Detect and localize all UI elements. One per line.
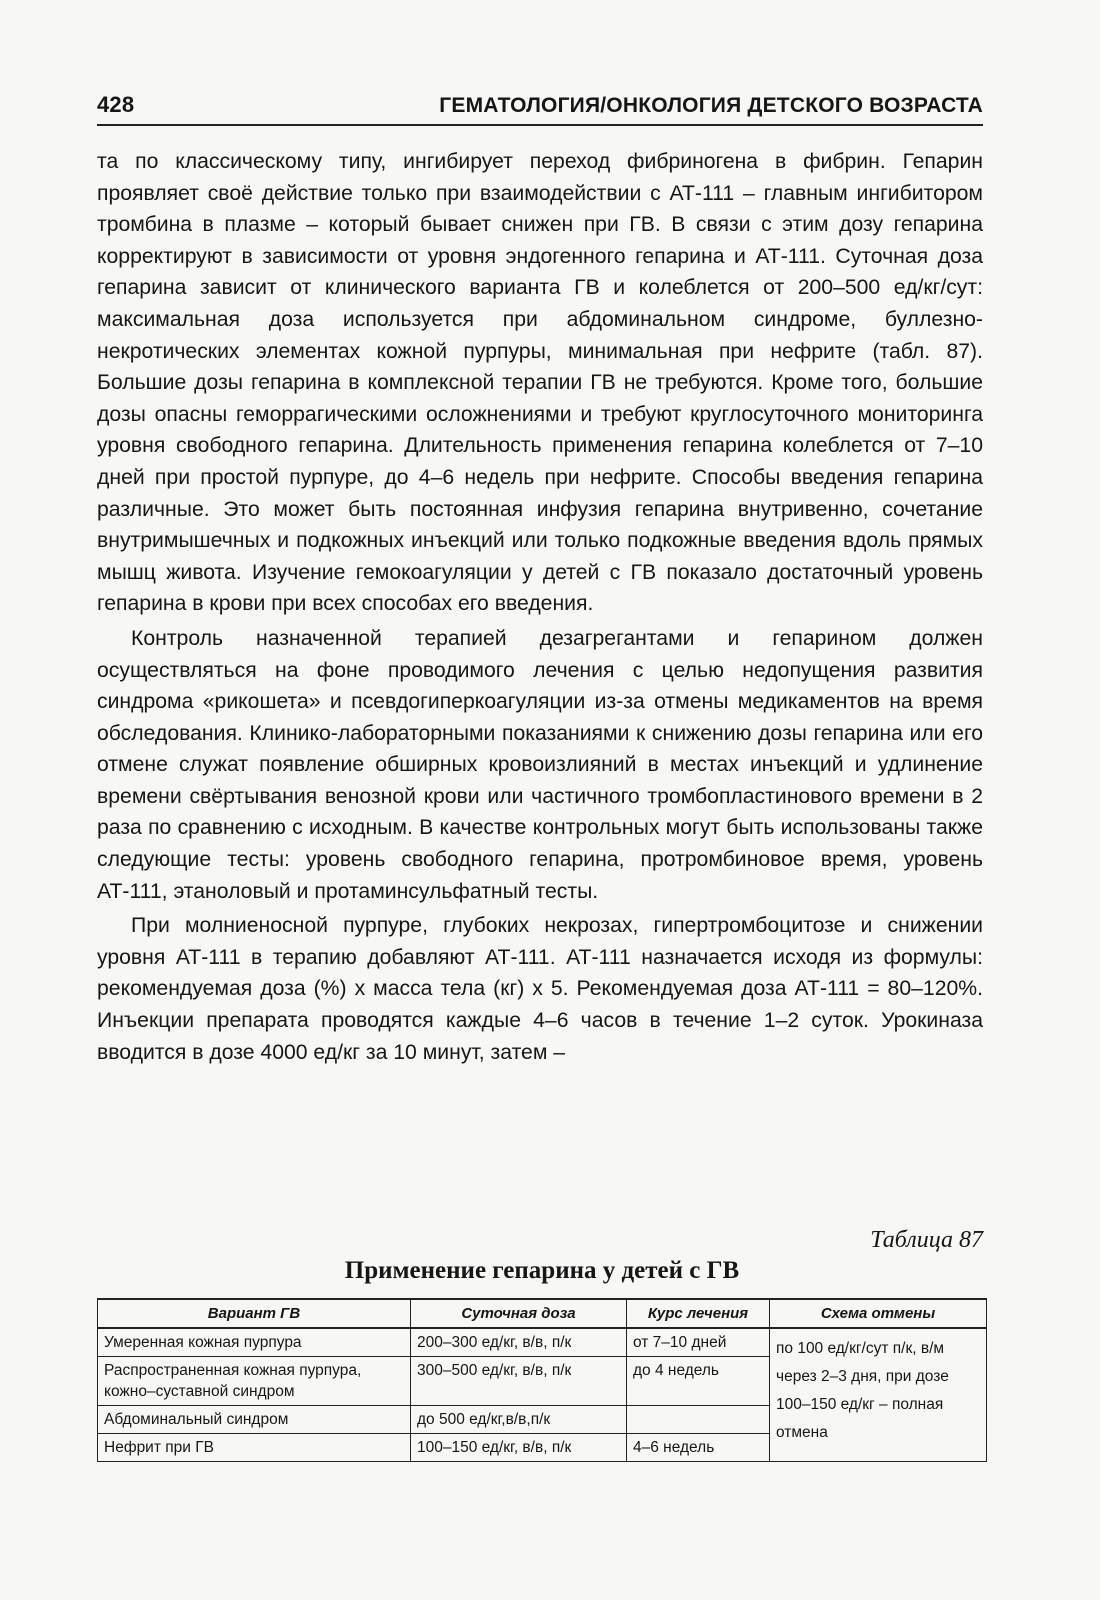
heparin-table bbox=[97, 1298, 987, 1462]
body-text bbox=[97, 146, 983, 1068]
cell-variant: Абдоминальный синдром bbox=[98, 1406, 411, 1434]
cell-withdrawal-scheme: по 100 ед/кг/сут п/к, в/м через 2–3 дня, при дозе 100–150 ед/кг – полная отмена bbox=[770, 1328, 987, 1462]
cell-course: 4–6 недель bbox=[627, 1434, 770, 1462]
table-label: Таблица 87 bbox=[870, 1227, 983, 1253]
cell-variant: Распространенная кожная пурпура, кожно–суставной синдром bbox=[98, 1357, 411, 1406]
cell-course: от 7–10 дней bbox=[627, 1328, 770, 1357]
page-number: 428 bbox=[97, 92, 135, 117]
cell-dose: 200–300 ед/кг, в/в, п/к bbox=[411, 1328, 627, 1357]
column-header-course: Курс лечения bbox=[627, 1299, 770, 1328]
cell-variant: Умеренная кожная пурпура bbox=[98, 1328, 411, 1357]
cell-dose: 100–150 ед/кг, в/в, п/к bbox=[411, 1434, 627, 1462]
column-header-withdrawal: Схема отмены bbox=[770, 1299, 987, 1328]
running-header bbox=[97, 88, 983, 126]
table-row bbox=[98, 1328, 987, 1357]
column-header-dose: Суточная доза bbox=[411, 1299, 627, 1328]
cell-course: до 4 недель bbox=[627, 1357, 770, 1406]
paragraph-1: та по классическому типу, ингибирует переход фибриногена в фибрин. Гепарин проявляет своё действие только при взаимодействии с АТ-111 – главным ингибитором тромбина в плазме – который бывает снижен при ГВ. В связи с этим дозу гепарина корректируют в зависимости от уровня эндогенного гепарина и АТ-111. Суточная доза гепарина зависит от клинического варианта ГВ и колеблется от 200–500 ед/кг/сут: максимальная доза используется при абдоминальном синдроме, буллезно-некротических элементах кожной пурпуры, минимальная при нефрите (табл. 87). Большие дозы гепарина в комплексной терапии ГВ не требуются. Кроме того, большие дозы опасны геморрагическими осложнениями и требуют круглосуточного мониторинга уровня свободного гепарина. Длительность применения гепарина колеблется от 7–10 дней при простой пурпуре, до 4–6 недель при нефрите. Способы введения гепарина различные. Это может быть постоянная инфузия гепарина внутривенно, сочетание внутримышечных и подкожных инъекций или только подкожные введения вдоль прямых мышц живота. Изучение гемокоагуляции у детей с ГВ показало достаточный уровень гепарина в крови при всех способах его введения. bbox=[97, 150, 983, 616]
cell-dose: 300–500 ед/кг, в/в, п/к bbox=[411, 1357, 627, 1406]
paragraph-3: При молниеносной пурпуре, глубоких некрозах, гипертромбоцитозе и снижении уровня АТ-111 в терапию добавляют АТ-111. АТ-111 назначается исходя из формулы: рекомендуемая доза (%) x масса тела (кг) x 5. Рекомендуемая доза АТ-111 = 80–120%. Инъекции препарата проводятся каждые 4–6 часов в течение 1–2 суток. Урокиназа вводится в дозе 4000 ед/кг за 10 минут, затем – bbox=[97, 914, 983, 1064]
table-title: Применение гепарина у детей с ГВ bbox=[344, 1257, 740, 1284]
running-title: ГЕМАТОЛОГИЯ/ОНКОЛОГИЯ ДЕТСКОГО ВОЗРАСТА bbox=[439, 94, 983, 117]
paragraph-2: Контроль назначенной терапией дезагрегантами и гепарином должен осуществляться на фоне проводимого лечения с целью недопущения развития синдрома «рикошета» и псевдогиперкоагуляции из-за отмены медикаментов на время обследования. Клинико-лабораторными показаниями к снижению дозы гепарина или его отмене служат появление обширных кровоизлияний в местах инъекций и удлинение времени свёртывания венозной крови или частичного тромбопластинового времени в 2 раза по сравнению с исходным. В качестве контрольных могут быть использованы также следующие тесты: уровень свободного гепарина, протромбиновое время, уровень АТ-111, этаноловый и протаминсульфатный тесты. bbox=[97, 626, 983, 903]
cell-dose: до 500 ед/кг,в/в,п/к bbox=[411, 1406, 627, 1434]
cell-course bbox=[627, 1406, 770, 1434]
table-header-row bbox=[98, 1299, 987, 1328]
column-header-variant: Вариант ГВ bbox=[98, 1299, 411, 1328]
cell-variant: Нефрит при ГВ bbox=[98, 1434, 411, 1462]
